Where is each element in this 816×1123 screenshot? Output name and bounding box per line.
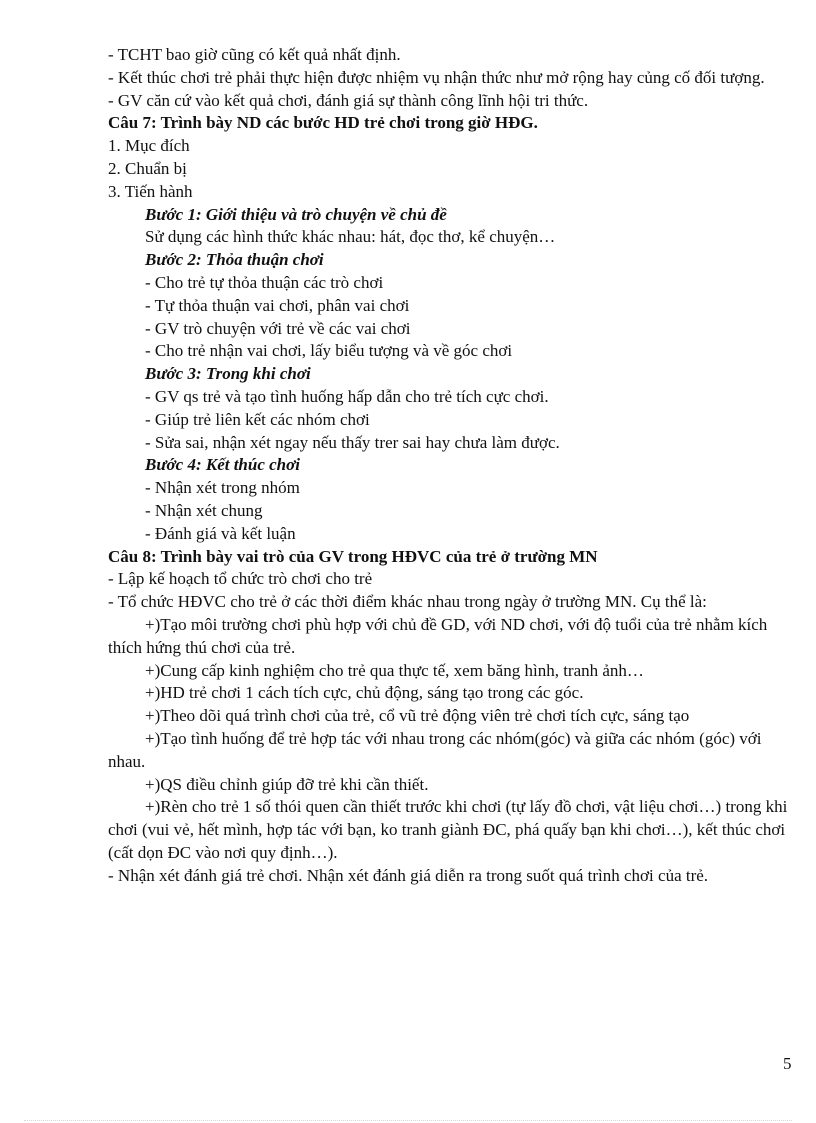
sub-item: +)HD trẻ chơi 1 cách tích cực, chủ động, sáng tạo trong các góc. — [145, 683, 584, 703]
list-item: - GV qs trẻ và tạo tình huống hấp dẫn cho trẻ tích cực chơi. — [145, 386, 549, 406]
list-item: - Sửa sai, nhận xét ngay nếu thấy trer sai hay chưa làm được. — [145, 432, 560, 452]
sub-item: +)Theo dõi quá trình chơi của trẻ, cổ vũ trẻ động viên trẻ chơi tích cực, sáng tạo — [145, 706, 690, 726]
document-body — [108, 44, 798, 887]
sub-item: +)Tạo môi trường chơi phù hợp với chủ đề GD, với ND chơi, với độ tuổi của trẻ nhằm kích thích hứng thú chơi của trẻ. — [108, 614, 768, 657]
paragraph: - Lập kế hoạch tổ chức trò chơi cho trẻ — [108, 569, 373, 589]
list-item: - Cho trẻ nhận vai chơi, lấy biểu tượng và về góc chơi — [145, 341, 513, 361]
numbered-item: 1. Mục đích — [108, 136, 190, 156]
step-heading-4: Bước 4: Kết thúc chơi — [145, 455, 300, 475]
question-heading-8: Câu 8: Trình bày vai trò của GV trong HĐVC của trẻ ở trường MN — [108, 546, 598, 566]
list-item: - GV trò chuyện với trẻ về các vai chơi — [145, 318, 411, 338]
page-number: 5 — [783, 1054, 792, 1073]
sub-item: +)QS điều chỉnh giúp đỡ trẻ khi cần thiết. — [145, 774, 429, 794]
step-heading-3: Bước 3: Trong khi chơi — [145, 364, 311, 384]
numbered-item: 3. Tiến hành — [108, 181, 193, 201]
list-item: - Giúp trẻ liên kết các nhóm chơi — [145, 409, 370, 429]
sub-item: +)Tạo tình huống để trẻ hợp tác với nhau trong các nhóm(góc) và giữa các nhóm (góc) với nhau. — [108, 728, 762, 771]
paragraph: - Nhận xét đánh giá trẻ chơi. Nhận xét đánh giá diễn ra trong suốt quá trình chơi của trẻ. — [108, 865, 709, 885]
list-item: - Cho trẻ tự thỏa thuận các trò chơi — [145, 272, 384, 292]
numbered-item: 2. Chuẩn bị — [108, 158, 187, 178]
paragraph: Sử dụng các hình thức khác nhau: hát, đọc thơ, kể chuyện… — [145, 227, 556, 247]
list-item: - Nhận xét chung — [145, 500, 263, 520]
list-item: - Nhận xét trong nhóm — [145, 478, 300, 498]
list-item: - Đánh giá và kết luận — [145, 523, 296, 543]
paragraph: - Tổ chức HĐVC cho trẻ ở các thời điểm khác nhau trong ngày ở trường MN. Cụ thể là: — [108, 592, 707, 612]
paragraph: - TCHT bao giờ cũng có kết quả nhất định. — [108, 45, 401, 64]
step-heading-1: Bước 1: Giới thiệu và trò chuyện về chủ đề — [145, 204, 447, 224]
page-bottom-rule — [24, 1120, 792, 1121]
step-heading-2: Bước 2: Thỏa thuận chơi — [145, 250, 324, 270]
list-item: - Tự thỏa thuận vai chơi, phân vai chơi — [145, 295, 410, 315]
question-heading-7: Câu 7: Trình bày ND các bước HD trẻ chơi trong giờ HĐG. — [108, 113, 538, 133]
paragraph: - Kết thúc chơi trẻ phải thực hiện được nhiệm vụ nhận thức như mở rộng hay củng cố đối tượng. — [108, 67, 765, 87]
sub-item: +)Cung cấp kinh nghiệm cho trẻ qua thực tế, xem băng hình, tranh ảnh… — [145, 660, 644, 680]
paragraph: - GV căn cứ vào kết quả chơi, đánh giá sự thành công lĩnh hội tri thức. — [108, 90, 589, 110]
sub-item: +)Rèn cho trẻ 1 số thói quen cần thiết trước khi chơi (tự lấy đồ chơi, vật liệu chơi…) trong khi chơi (vui vẻ, hết mình, hợp tác với bạn, ko tranh giành ĐC, phá quấy bạn khi chơi…), kết thúc chơi (cất dọn ĐC vào nơi quy định…). — [108, 797, 788, 862]
